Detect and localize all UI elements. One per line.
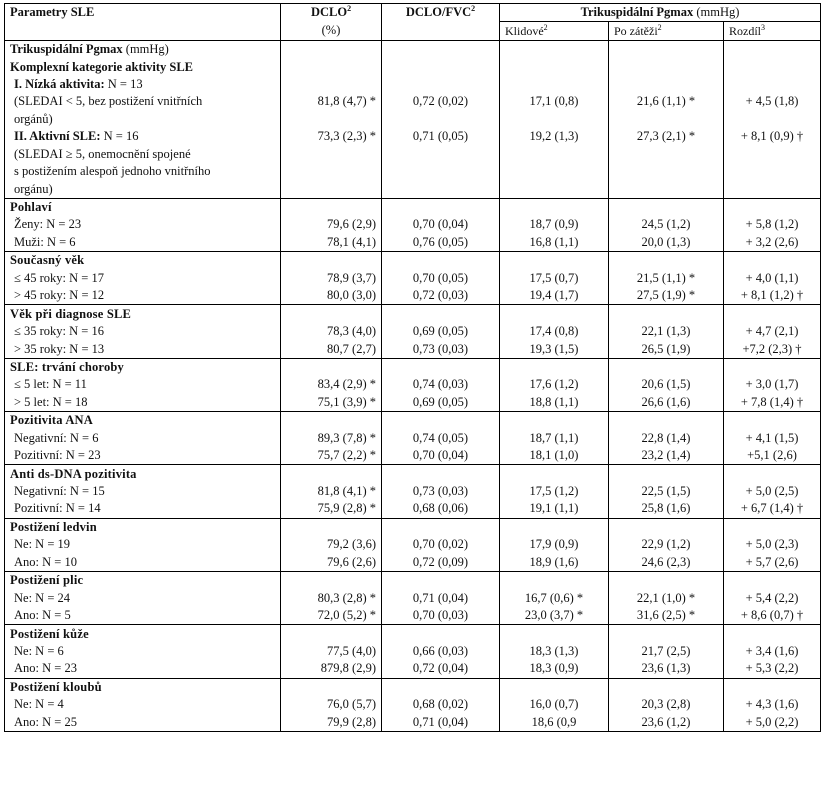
- header-dclo-fvc: DCLO/FVC$^2$: [382, 4, 500, 41]
- cell-diff: + 5,3 (2,2): [724, 660, 821, 678]
- cell-dclo-fvc: 0,70 (0,02): [382, 536, 500, 553]
- header-param: Parametry SLE: [5, 4, 281, 22]
- section-header-row: [5, 412, 821, 430]
- table-row: [5, 287, 821, 305]
- cell-dclo-fvc: 0,70 (0,03): [382, 607, 500, 625]
- row-label: Muži: N = 6: [5, 234, 281, 252]
- cell-exercise: 31,6 (2,5) *: [609, 607, 724, 625]
- section-header-row: [5, 198, 821, 216]
- table-row: [5, 500, 821, 518]
- row-label: Pozitivní: N = 23: [5, 447, 281, 465]
- cell-diff: + 5,0 (2,3): [724, 536, 821, 553]
- cell-dclo-fvc: 0,68 (0,06): [382, 500, 500, 518]
- table-row: [5, 607, 821, 625]
- active-sle-note-2: s postižením alespoň jednoho vnitřního: [5, 163, 281, 180]
- sections-body: [5, 198, 821, 731]
- cell-exercise: 26,5 (1,9): [609, 340, 724, 358]
- table-row: [5, 234, 821, 252]
- section-header-row: [5, 465, 821, 483]
- cell-dclo: 77,5 (4,0): [281, 643, 382, 660]
- cell-diff: + 4,0 (1,1): [724, 270, 821, 287]
- section-header-row: [5, 625, 821, 643]
- cell-dclo-fvc: 0,74 (0,05): [382, 430, 500, 447]
- cell-dclo-fvc: 0,71 (0,04): [382, 714, 500, 732]
- cell-rest: 18,7 (0,9): [500, 216, 609, 233]
- cell-dclo-fvc: 0,71 (0,05): [382, 128, 500, 145]
- table-row: [5, 483, 821, 500]
- header-param-blank: [5, 22, 281, 40]
- cell-dclo: 879,8 (2,9): [281, 660, 382, 678]
- cell-rest: 19,4 (1,7): [500, 287, 609, 305]
- low-activity-note: (SLEDAI < 5, bez postižení vnitřních: [5, 93, 281, 110]
- cell-rest: 16,8 (1,1): [500, 234, 609, 252]
- section-title: Anti ds-DNA pozitivita: [5, 465, 281, 483]
- table-row: [5, 270, 821, 287]
- cell-exercise: 21,6 (1,1) *: [609, 93, 724, 110]
- cell-dclo-fvc: 0,76 (0,05): [382, 234, 500, 252]
- cell-dclo: 80,7 (2,7): [281, 340, 382, 358]
- cell-dclo-fvc: 0,69 (0,05): [382, 323, 500, 340]
- intro-row-category: [5, 58, 821, 75]
- cell-dclo: 78,3 (4,0): [281, 323, 382, 340]
- cell-diff: + 4,1 (1,5): [724, 430, 821, 447]
- section-title: SLE: trvání choroby: [5, 358, 281, 376]
- cell-rest: 17,4 (0,8): [500, 323, 609, 340]
- cell-rest: 17,6 (1,2): [500, 376, 609, 393]
- cell-diff: + 5,7 (2,6): [724, 554, 821, 572]
- section-title: Pohlaví: [5, 198, 281, 216]
- table-row: [5, 714, 821, 732]
- cell-diff: + 6,7 (1,4) †: [724, 500, 821, 518]
- table-row: [5, 376, 821, 393]
- cell-dclo: 76,0 (5,7): [281, 696, 382, 713]
- cell-diff: + 5,0 (2,2): [724, 714, 821, 732]
- cell-diff: + 4,5 (1,8): [724, 93, 821, 110]
- section-header-row: [5, 358, 821, 376]
- cell-exercise: 20,6 (1,5): [609, 376, 724, 393]
- cell-exercise: 23,6 (1,2): [609, 714, 724, 732]
- active-sle-note1-row: [5, 146, 821, 163]
- table-row: [5, 536, 821, 553]
- cell-dclo-fvc: 0,69 (0,05): [382, 394, 500, 412]
- cell-dclo: 83,4 (2,9) *: [281, 376, 382, 393]
- section-header-row: [5, 572, 821, 590]
- row-label: ≤ 5 let: N = 11: [5, 376, 281, 393]
- row-label: Ne: N = 6: [5, 643, 281, 660]
- header-dclo-unit: (%): [281, 22, 382, 40]
- row-label: > 35 roky: N = 13: [5, 340, 281, 358]
- section-title: Postižení kůže: [5, 625, 281, 643]
- cell-diff: + 5,4 (2,2): [724, 589, 821, 606]
- cell-diff: + 5,8 (1,2): [724, 216, 821, 233]
- table-row: [5, 430, 821, 447]
- cell-dclo: 72,0 (5,2) *: [281, 607, 382, 625]
- cell-exercise: 24,6 (2,3): [609, 554, 724, 572]
- cell-dclo: 80,3 (2,8) *: [281, 589, 382, 606]
- cell-exercise: 20,0 (1,3): [609, 234, 724, 252]
- section-title: Pozitivita ANA: [5, 412, 281, 430]
- section-header-row: [5, 678, 821, 696]
- row-label: Ne: N = 24: [5, 589, 281, 606]
- low-activity-label: I. Nízká aktivita: N = 13: [5, 76, 281, 93]
- cell-rest: 17,9 (0,9): [500, 536, 609, 553]
- section-header-row: [5, 518, 821, 536]
- cell-rest: 23,0 (3,7) *: [500, 607, 609, 625]
- active-sle-note3-row: [5, 180, 821, 198]
- cell-dclo: 80,0 (3,0): [281, 287, 382, 305]
- active-sle-note-1: (SLEDAI ≥ 5, onemocnění spojené: [5, 146, 281, 163]
- cell-rest: 18,6 (0,9: [500, 714, 609, 732]
- cell-dclo: 79,2 (3,6): [281, 536, 382, 553]
- row-label: ≤ 45 roky: N = 17: [5, 270, 281, 287]
- cell-rest: 17,5 (1,2): [500, 483, 609, 500]
- row-label: Pozitivní: N = 14: [5, 500, 281, 518]
- section-header-row: [5, 305, 821, 323]
- cell-dclo: 81,8 (4,1) *: [281, 483, 382, 500]
- cell-rest: 16,0 (0,7): [500, 696, 609, 713]
- cell-exercise: 27,5 (1,9) *: [609, 287, 724, 305]
- header-tricuspid: Trikuspidální Pgmax (mmHg): [500, 4, 821, 22]
- cell-dclo-fvc: 0,70 (0,05): [382, 270, 500, 287]
- cell-diff: + 3,4 (1,6): [724, 643, 821, 660]
- cell-dclo: 79,6 (2,6): [281, 554, 382, 572]
- cell-rest: 16,7 (0,6) *: [500, 589, 609, 606]
- cell-exercise: 25,8 (1,6): [609, 500, 724, 518]
- section-title: Postižení plic: [5, 572, 281, 590]
- cell-dclo-fvc: 0,72 (0,03): [382, 287, 500, 305]
- sle-results-table: [4, 3, 821, 732]
- cell-rest: 18,3 (0,9): [500, 660, 609, 678]
- row-label: Ženy: N = 23: [5, 216, 281, 233]
- cell-rest: 19,1 (1,1): [500, 500, 609, 518]
- section-header-row: [5, 252, 821, 270]
- cell-dclo-fvc: 0,72 (0,02): [382, 93, 500, 110]
- row-label: > 45 roky: N = 12: [5, 287, 281, 305]
- cell-exercise: 23,2 (1,4): [609, 447, 724, 465]
- low-activity-row: [5, 76, 821, 93]
- active-sle-label: II. Aktivní SLE: N = 16: [5, 128, 281, 145]
- header-dclo: DCLO$^2$: [281, 4, 382, 22]
- section-title: Věk při diagnose SLE: [5, 305, 281, 323]
- cell-rest: 18,9 (1,6): [500, 554, 609, 572]
- table-row: [5, 696, 821, 713]
- cell-rest: 18,7 (1,1): [500, 430, 609, 447]
- cell-dclo: 75,7 (2,2) *: [281, 447, 382, 465]
- cell-diff: +7,2 (2,3) †: [724, 340, 821, 358]
- cell-diff: + 5,0 (2,5): [724, 483, 821, 500]
- table-row: [5, 340, 821, 358]
- cell-dclo: 75,1 (3,9) *: [281, 394, 382, 412]
- cell-diff: + 8,1 (1,2) †: [724, 287, 821, 305]
- row-label: Ano: N = 10: [5, 554, 281, 572]
- table-row: [5, 643, 821, 660]
- row-label: Ano: N = 25: [5, 714, 281, 732]
- cell-dclo-fvc: 0,72 (0,09): [382, 554, 500, 572]
- cell-dclo: 89,3 (7,8) *: [281, 430, 382, 447]
- table-row: [5, 589, 821, 606]
- row-label: Ne: N = 4: [5, 696, 281, 713]
- row-label: ≤ 35 roky: N = 16: [5, 323, 281, 340]
- cell-dclo-fvc: 0,70 (0,04): [382, 447, 500, 465]
- row-label: Ano: N = 5: [5, 607, 281, 625]
- row-label: > 5 let: N = 18: [5, 394, 281, 412]
- header-rest: Klidové$^2$: [500, 22, 609, 40]
- cell-dclo: 79,6 (2,9): [281, 216, 382, 233]
- header-diff: Rozdíl$^3$: [724, 22, 821, 40]
- cell-dclo-fvc: 0,68 (0,02): [382, 696, 500, 713]
- active-sle-row: [5, 128, 821, 145]
- active-sle-note-3: orgánu): [5, 180, 281, 198]
- cell-exercise: 21,7 (2,5): [609, 643, 724, 660]
- cell-rest: 19,3 (1,5): [500, 340, 609, 358]
- low-activity-note2-row: [5, 111, 821, 128]
- cell-dclo: 73,3 (2,3) *: [281, 128, 382, 145]
- section-title: Postižení kloubů: [5, 678, 281, 696]
- cell-dclo-fvc: 0,73 (0,03): [382, 340, 500, 358]
- cell-rest: 17,5 (0,7): [500, 270, 609, 287]
- table-row: [5, 660, 821, 678]
- intro-row-title: [5, 40, 821, 58]
- cell-dclo-fvc: 0,73 (0,03): [382, 483, 500, 500]
- cell-diff: + 4,7 (2,1): [724, 323, 821, 340]
- cell-dclo-fvc: 0,71 (0,04): [382, 589, 500, 606]
- cell-dclo: 79,9 (2,8): [281, 714, 382, 732]
- cell-diff: + 7,8 (1,4) †: [724, 394, 821, 412]
- header-row-1: [5, 4, 821, 22]
- header-exercise: Po zátěži$^2$: [609, 22, 724, 40]
- low-activity-values-row: [5, 93, 821, 110]
- table-row: [5, 394, 821, 412]
- row-label: Ano: N = 23: [5, 660, 281, 678]
- section-title: Postižení ledvin: [5, 518, 281, 536]
- table-row: [5, 323, 821, 340]
- cell-rest: 18,3 (1,3): [500, 643, 609, 660]
- cell-rest: 18,1 (1,0): [500, 447, 609, 465]
- cell-dclo-fvc: 0,72 (0,04): [382, 660, 500, 678]
- cell-exercise: 22,8 (1,4): [609, 430, 724, 447]
- row-label: Ne: N = 19: [5, 536, 281, 553]
- row-label: Negativní: N = 6: [5, 430, 281, 447]
- intro-category: Komplexní kategorie aktivity SLE: [5, 58, 281, 75]
- cell-dclo-fvc: 0,66 (0,03): [382, 643, 500, 660]
- section-title: Současný věk: [5, 252, 281, 270]
- low-activity-note-2: orgánů): [5, 111, 281, 128]
- cell-exercise: 27,3 (2,1) *: [609, 128, 724, 145]
- cell-dclo: 75,9 (2,8) *: [281, 500, 382, 518]
- cell-dclo: 78,9 (3,7): [281, 270, 382, 287]
- cell-exercise: 26,6 (1,6): [609, 394, 724, 412]
- cell-rest: 18,8 (1,1): [500, 394, 609, 412]
- cell-exercise: 22,1 (1,3): [609, 323, 724, 340]
- cell-exercise: 22,9 (1,2): [609, 536, 724, 553]
- cell-exercise: 23,6 (1,3): [609, 660, 724, 678]
- cell-diff: + 3,2 (2,6): [724, 234, 821, 252]
- cell-dclo-fvc: 0,70 (0,04): [382, 216, 500, 233]
- table-row: [5, 447, 821, 465]
- cell-dclo: 78,1 (4,1): [281, 234, 382, 252]
- cell-dclo: 81,8 (4,7) *: [281, 93, 382, 110]
- cell-exercise: 22,1 (1,0) *: [609, 589, 724, 606]
- cell-exercise: 24,5 (1,2): [609, 216, 724, 233]
- cell-exercise: 21,5 (1,1) *: [609, 270, 724, 287]
- table-row: [5, 554, 821, 572]
- cell-exercise: 22,5 (1,5): [609, 483, 724, 500]
- active-sle-note2-row: [5, 163, 821, 180]
- cell-exercise: 20,3 (2,8): [609, 696, 724, 713]
- cell-dclo-fvc: 0,74 (0,03): [382, 376, 500, 393]
- table-row: [5, 216, 821, 233]
- cell-rest: 17,1 (0,8): [500, 93, 609, 110]
- cell-diff: + 8,1 (0,9) †: [724, 128, 821, 145]
- cell-diff: + 4,3 (1,6): [724, 696, 821, 713]
- row-label: Negativní: N = 15: [5, 483, 281, 500]
- intro-title: Trikuspidální Pgmax (mmHg): [5, 40, 281, 58]
- cell-diff: +5,1 (2,6): [724, 447, 821, 465]
- cell-rest: 19,2 (1,3): [500, 128, 609, 145]
- cell-diff: + 3,0 (1,7): [724, 376, 821, 393]
- cell-diff: + 8,6 (0,7) †: [724, 607, 821, 625]
